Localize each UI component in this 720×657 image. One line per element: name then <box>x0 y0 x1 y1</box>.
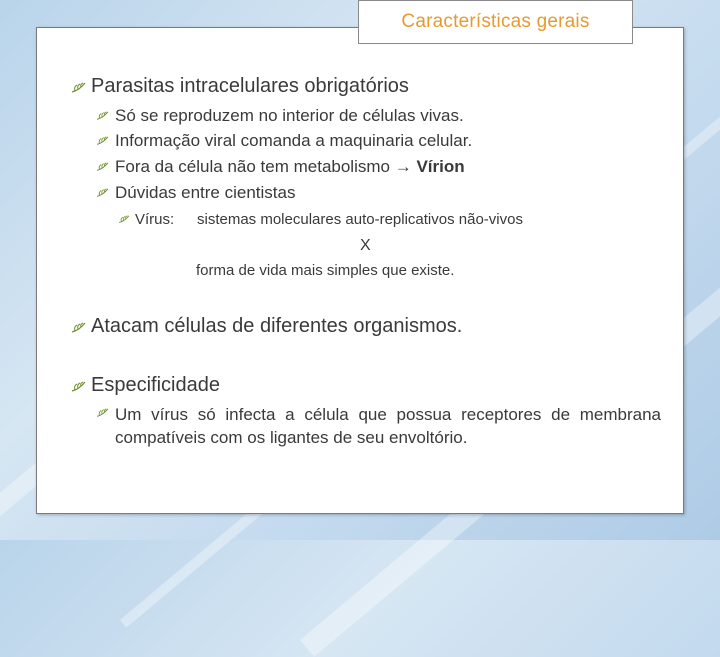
leaf-sprig-icon <box>96 408 109 418</box>
sub-bullet <box>96 106 464 126</box>
title-box <box>358 0 633 44</box>
bullet-especificidade <box>71 374 220 397</box>
leaf-sprig-icon <box>71 381 86 393</box>
bullet-label: Especificidade <box>91 374 220 396</box>
virus-definition: sistemas moleculares auto-replicativos não-vivos <box>197 211 523 228</box>
sub-bullet <box>96 157 465 177</box>
virus-label: Vírus: <box>135 211 175 228</box>
bullet-parasitas <box>71 75 409 98</box>
sub-bullet-text: Um vírus só infecta a célula que possua receptores de membrana compatíveis com os ligantes de seu envoltório. <box>115 405 661 447</box>
leaf-sprig-icon <box>71 322 86 334</box>
sub-bullet <box>96 403 661 449</box>
leaf-sprig-icon <box>96 136 109 146</box>
bullet-label: Parasitas intracelulares obrigatórios <box>91 75 409 97</box>
leaf-sprig-icon <box>96 188 109 198</box>
sub-bullet-text <box>115 157 465 177</box>
leaf-sprig-icon <box>96 162 109 172</box>
sub-bullet <box>96 131 472 151</box>
sub-bullet-text: Dúvidas entre cientistas <box>115 183 296 202</box>
bullet-atacam <box>71 315 462 338</box>
bullet-label: Atacam células de diferentes organismos. <box>91 315 463 337</box>
slide-title: Características gerais <box>401 11 590 32</box>
leaf-sprig-icon <box>71 82 86 94</box>
sub-bullet-text: Informação viral comanda a maquinaria celular. <box>115 131 473 150</box>
right-arrow-icon: → <box>394 157 412 176</box>
versus-separator: X <box>360 237 371 254</box>
sub-bullet-text: Só se reproduzem no interior de células vivas. <box>115 106 464 125</box>
metabolism-text: Fora da célula não tem metabolismo <box>115 157 395 176</box>
leaf-sprig-icon <box>118 215 130 224</box>
leaf-sprig-icon <box>96 111 109 121</box>
virus-alt-definition: forma de vida mais simples que existe. <box>196 262 455 279</box>
sub-sub-bullet <box>118 211 174 228</box>
sub-bullet <box>96 183 295 203</box>
virion-term: Vírion <box>416 157 465 176</box>
